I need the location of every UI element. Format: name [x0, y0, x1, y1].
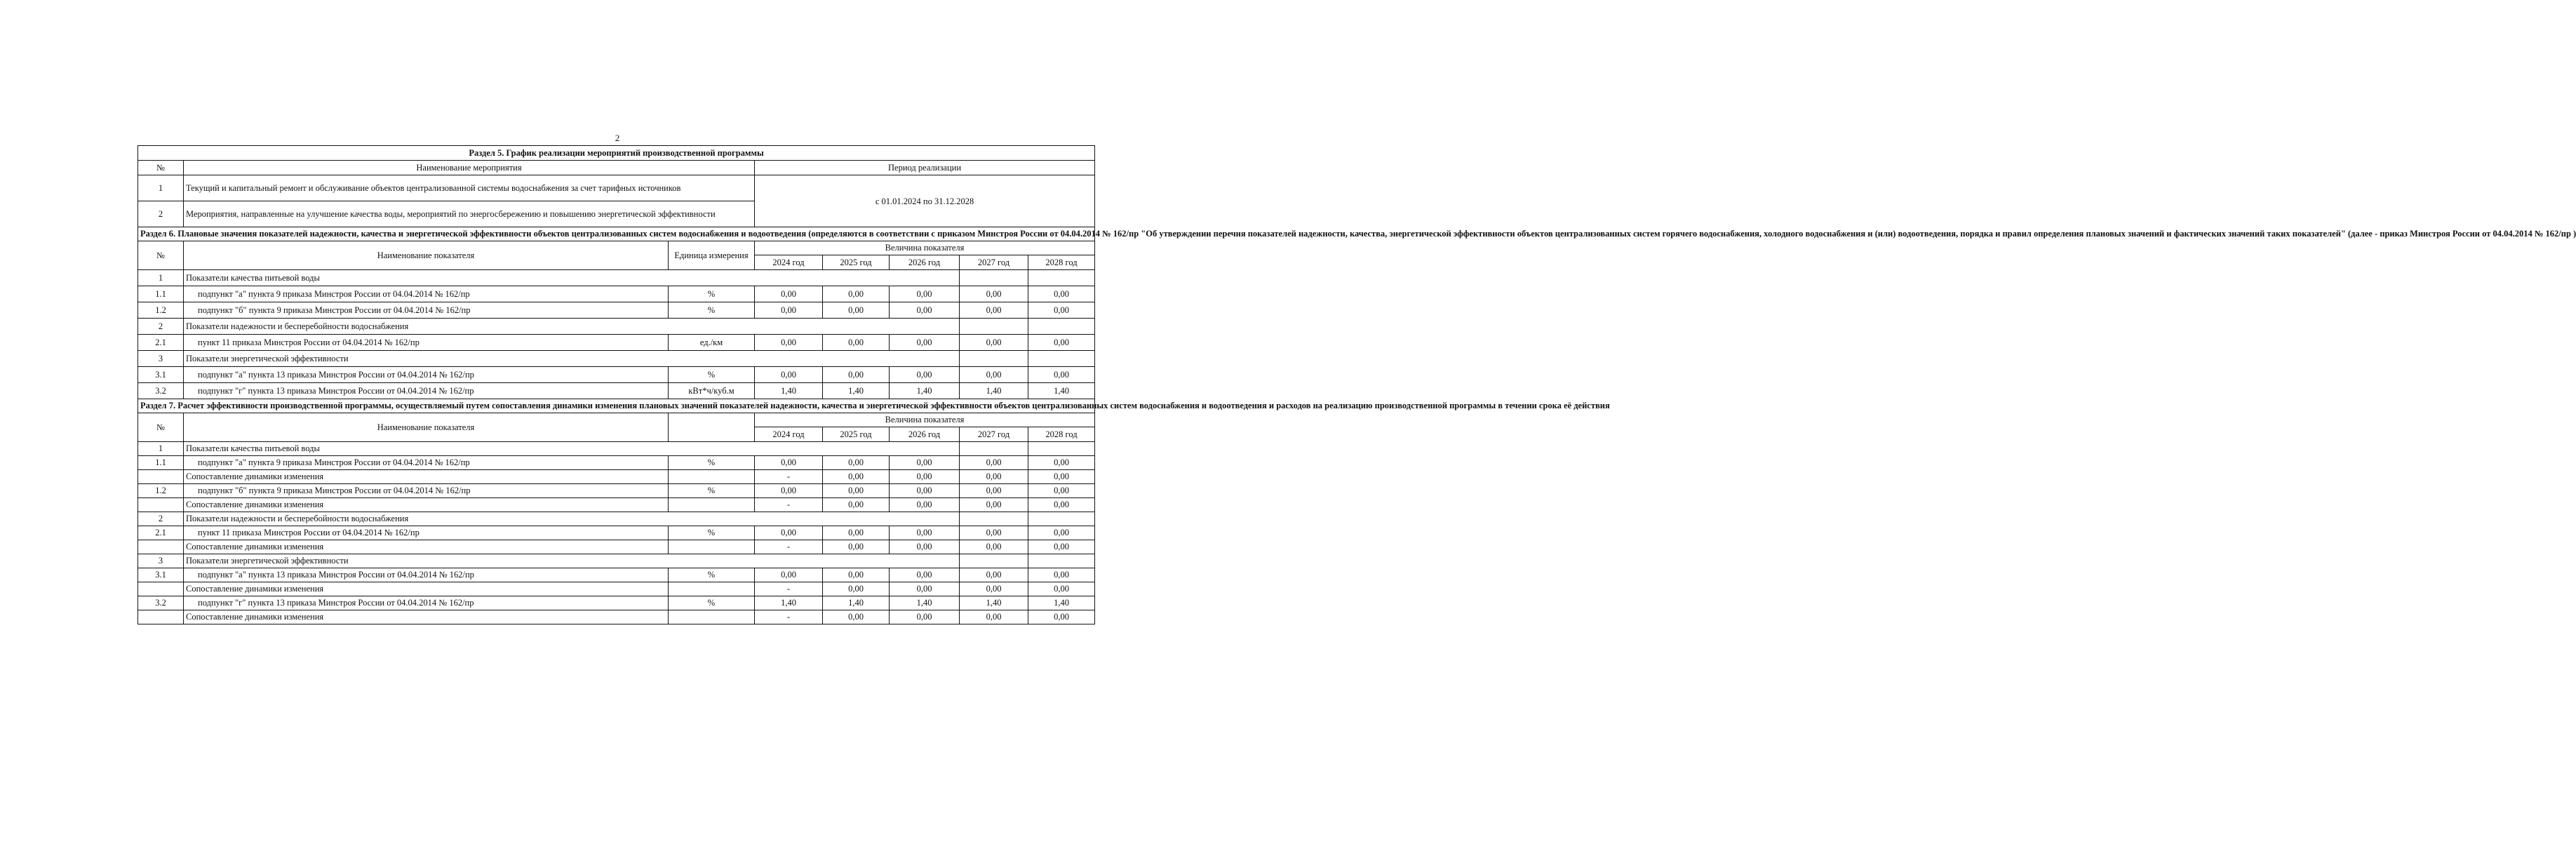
- value-cell: 0,00: [1028, 367, 1095, 383]
- col-value-header: Величина показателя: [755, 413, 1095, 427]
- unit-cell: [669, 582, 755, 596]
- unit-cell: кВт*ч/куб.м: [669, 383, 755, 399]
- col-name-header: Наименование мероприятия: [184, 161, 755, 175]
- indicator-name: подпункт "а" пункта 13 приказа Минстроя России от 04.04.2014 № 162/пр: [184, 568, 669, 582]
- section5-title-row: [138, 146, 1095, 161]
- category-name: Показатели качества питьевой воды: [184, 270, 960, 286]
- empty-cell: [960, 351, 1028, 367]
- value-cell: 0,00: [890, 582, 960, 596]
- value-cell: 0,00: [890, 456, 960, 470]
- value-cell: 0,00: [1028, 286, 1095, 302]
- row-number: 2.1: [138, 335, 184, 351]
- value-cell: 1,40: [890, 383, 960, 399]
- value-cell: 0,00: [890, 286, 960, 302]
- value-cell: 1,40: [1028, 383, 1095, 399]
- value-cell: 0,00: [960, 456, 1028, 470]
- value-cell: 0,00: [823, 610, 890, 624]
- year-header: 2027 год: [960, 427, 1028, 442]
- section6-title-row: [138, 227, 1095, 241]
- measure-name: Текущий и капитальный ремонт и обслуживание объектов централизованной системы водоснабжения за счет тарифных источников: [184, 175, 755, 201]
- value-cell: 0,00: [823, 456, 890, 470]
- value-cell: 0,00: [960, 286, 1028, 302]
- category-row: [138, 270, 1095, 286]
- unit-cell: ед./км: [669, 335, 755, 351]
- empty-cell: [1028, 442, 1095, 456]
- category-row: [138, 319, 1095, 335]
- empty-cell: [960, 512, 1028, 526]
- value-cell: 0,00: [890, 526, 960, 540]
- value-cell: 0,00: [823, 335, 890, 351]
- value-cell: 0,00: [1028, 456, 1095, 470]
- row-number: 2: [138, 512, 184, 526]
- value-cell: 1,40: [960, 596, 1028, 610]
- section7-title: Раздел 7. Расчет эффективности производственной программы, осуществляемый путем сопоставления динамики изменения плановых значений показателей надежности, качества и энергетической эффективности объектов централизованных систем водоснабжения и водоотведения и расходов на реализацию производственной программы в течении срока её действия: [138, 399, 1095, 413]
- comparison-name: Сопоставление динамики изменения: [184, 582, 669, 596]
- category-name: Показатели надежности и бесперебойности водоснабжения: [184, 512, 960, 526]
- value-cell: 0,00: [1028, 470, 1095, 484]
- value-cell: 0,00: [1028, 540, 1095, 554]
- row-number: [138, 582, 184, 596]
- value-cell: 0,00: [755, 302, 823, 319]
- value-cell: 0,00: [890, 610, 960, 624]
- indicator-name: подпункт "г" пункта 13 приказа Минстроя России от 04.04.2014 № 162/пр: [184, 596, 669, 610]
- comparison-name: Сопоставление динамики изменения: [184, 470, 669, 484]
- comparison-name: Сопоставление динамики изменения: [184, 498, 669, 512]
- section5-row: [138, 175, 1095, 201]
- value-cell: 0,00: [890, 498, 960, 512]
- row-number: 2.1: [138, 526, 184, 540]
- value-cell: 0,00: [1028, 484, 1095, 498]
- value-cell: 0,00: [755, 526, 823, 540]
- value-cell: 1,40: [823, 596, 890, 610]
- row-number: [138, 540, 184, 554]
- value-cell: 0,00: [960, 540, 1028, 554]
- row-number: 3: [138, 351, 184, 367]
- unit-cell: [669, 498, 755, 512]
- comparison-name: Сопоставление динамики изменения: [184, 540, 669, 554]
- value-cell: 1,40: [1028, 596, 1095, 610]
- table-row: [138, 335, 1095, 351]
- table-row: [138, 498, 1095, 512]
- table-row: [138, 582, 1095, 596]
- unit-cell: %: [669, 286, 755, 302]
- table-row: [138, 540, 1095, 554]
- value-cell: -: [755, 470, 823, 484]
- value-cell: 0,00: [960, 526, 1028, 540]
- row-number: 3.2: [138, 383, 184, 399]
- indicator-name: подпункт "а" пункта 13 приказа Минстроя России от 04.04.2014 № 162/пр: [184, 367, 669, 383]
- category-name: Показатели энергетической эффективности: [184, 554, 960, 568]
- unit-cell: %: [669, 596, 755, 610]
- measure-name: Мероприятия, направленные на улучшение качества воды, мероприятий по энергосбережению и повышению энергетической эффективности: [184, 201, 755, 227]
- year-header: 2028 год: [1028, 255, 1095, 270]
- empty-cell: [960, 554, 1028, 568]
- section6-title: Раздел 6. Плановые значения показателей надежности, качества и энергетической эффективности объектов централизованных систем водоснабжения и водоотведения (определяются в соответствии с приказом Минстроя России от 04.04.2014 № 162/пр "Об утверждении перечня показателей надежности, качества, энергетической эффективности объектов централизованных систем горячего водоснабжения, холодного водоснабжения и (или) водоотведения, порядка и правил определения плановых значений и фактических значений таких показателей" (далее - приказ Минстроя России от 04.04.2014 № 162/пр ): [138, 227, 1095, 241]
- value-cell: 1,40: [823, 383, 890, 399]
- row-number: 3: [138, 554, 184, 568]
- value-cell: 0,00: [823, 470, 890, 484]
- unit-cell: [669, 610, 755, 624]
- value-cell: 0,00: [823, 498, 890, 512]
- unit-cell: %: [669, 526, 755, 540]
- empty-cell: [1028, 512, 1095, 526]
- value-cell: 0,00: [890, 470, 960, 484]
- category-row: [138, 554, 1095, 568]
- value-cell: 0,00: [755, 286, 823, 302]
- year-header: 2028 год: [1028, 427, 1095, 442]
- value-cell: 0,00: [755, 456, 823, 470]
- value-cell: 0,00: [890, 302, 960, 319]
- empty-cell: [960, 442, 1028, 456]
- category-name: Показатели энергетической эффективности: [184, 351, 960, 367]
- value-cell: 0,00: [823, 302, 890, 319]
- value-cell: 0,00: [823, 582, 890, 596]
- row-number: 1.1: [138, 286, 184, 302]
- value-cell: 0,00: [1028, 568, 1095, 582]
- table-row: [138, 302, 1095, 319]
- col-period-header: Период реализации: [755, 161, 1095, 175]
- table-row: [138, 596, 1095, 610]
- unit-cell: %: [669, 302, 755, 319]
- row-number: 2: [138, 319, 184, 335]
- value-cell: 0,00: [823, 484, 890, 498]
- value-cell: 0,00: [1028, 526, 1095, 540]
- row-number: 1: [138, 442, 184, 456]
- table-row: [138, 383, 1095, 399]
- value-cell: 0,00: [890, 367, 960, 383]
- empty-cell: [1028, 270, 1095, 286]
- implementation-period: с 01.01.2024 по 31.12.2028: [755, 175, 1095, 227]
- value-cell: 0,00: [755, 335, 823, 351]
- value-cell: 1,40: [755, 383, 823, 399]
- section5-header-row: [138, 161, 1095, 175]
- category-row: [138, 442, 1095, 456]
- value-cell: 0,00: [960, 568, 1028, 582]
- document-table: [137, 145, 2576, 624]
- table-row: [138, 367, 1095, 383]
- year-header: 2025 год: [823, 255, 890, 270]
- row-number: 1.2: [138, 484, 184, 498]
- value-cell: 0,00: [755, 484, 823, 498]
- value-cell: 0,00: [755, 367, 823, 383]
- value-cell: 1,40: [890, 596, 960, 610]
- value-cell: 0,00: [1028, 582, 1095, 596]
- row-number: 3.1: [138, 568, 184, 582]
- value-cell: 0,00: [960, 498, 1028, 512]
- unit-cell: [669, 540, 755, 554]
- comparison-name: Сопоставление динамики изменения: [184, 610, 669, 624]
- value-cell: 0,00: [755, 568, 823, 582]
- value-cell: 0,00: [823, 526, 890, 540]
- empty-cell: [1028, 319, 1095, 335]
- col-unit-header: [669, 413, 755, 442]
- row-number: 1: [138, 175, 184, 201]
- value-cell: 0,00: [1028, 302, 1095, 319]
- row-number: 1.2: [138, 302, 184, 319]
- col-name-header: Наименование показателя: [184, 241, 669, 270]
- year-header: 2026 год: [890, 427, 960, 442]
- value-cell: 0,00: [823, 540, 890, 554]
- value-cell: 0,00: [1028, 498, 1095, 512]
- value-cell: 1,40: [960, 383, 1028, 399]
- value-cell: 0,00: [960, 484, 1028, 498]
- empty-cell: [960, 319, 1028, 335]
- indicator-name: подпункт "б" пункта 9 приказа Минстроя России от 04.04.2014 № 162/пр: [184, 302, 669, 319]
- row-number: 1.1: [138, 456, 184, 470]
- table-row: [138, 568, 1095, 582]
- value-cell: 0,00: [890, 540, 960, 554]
- indicator-name: подпункт "а" пункта 9 приказа Минстроя России от 04.04.2014 № 162/пр: [184, 286, 669, 302]
- category-row: [138, 351, 1095, 367]
- value-cell: 0,00: [960, 335, 1028, 351]
- row-number: 1: [138, 270, 184, 286]
- value-cell: 0,00: [823, 286, 890, 302]
- value-cell: 0,00: [890, 568, 960, 582]
- value-cell: 0,00: [960, 302, 1028, 319]
- table-row: [138, 484, 1095, 498]
- value-cell: 0,00: [960, 367, 1028, 383]
- table-row: [138, 286, 1095, 302]
- year-header: 2027 год: [960, 255, 1028, 270]
- table-row: [138, 456, 1095, 470]
- unit-cell: %: [669, 456, 755, 470]
- value-cell: -: [755, 498, 823, 512]
- year-header: 2025 год: [823, 427, 890, 442]
- value-cell: 0,00: [823, 568, 890, 582]
- table-row: [138, 610, 1095, 624]
- indicator-name: подпункт "б" пункта 9 приказа Минстроя России от 04.04.2014 № 162/пр: [184, 484, 669, 498]
- value-cell: -: [755, 540, 823, 554]
- section5-title: Раздел 5. График реализации мероприятий производственной программы: [138, 146, 1095, 161]
- col-name-header: Наименование показателя: [184, 413, 669, 442]
- unit-cell: %: [669, 484, 755, 498]
- row-number: [138, 470, 184, 484]
- unit-cell: [669, 470, 755, 484]
- indicator-name: пункт 11 приказа Минстроя России от 04.04.2014 № 162/пр: [184, 526, 669, 540]
- row-number: 2: [138, 201, 184, 227]
- table-row: [138, 526, 1095, 540]
- table-row: [138, 470, 1095, 484]
- value-cell: -: [755, 582, 823, 596]
- row-number: 3.1: [138, 367, 184, 383]
- unit-cell: %: [669, 568, 755, 582]
- row-number: 3.2: [138, 596, 184, 610]
- row-number: [138, 498, 184, 512]
- category-row: [138, 512, 1095, 526]
- col-num-header: №: [138, 161, 184, 175]
- year-header: 2024 год: [755, 255, 823, 270]
- section6-header-row: [138, 241, 1095, 255]
- year-header: 2024 год: [755, 427, 823, 442]
- empty-cell: [1028, 554, 1095, 568]
- category-name: Показатели надежности и бесперебойности водоснабжения: [184, 319, 960, 335]
- unit-cell: %: [669, 367, 755, 383]
- empty-cell: [1028, 351, 1095, 367]
- section7-title-row: [138, 399, 1095, 413]
- page-number: 2: [615, 133, 620, 143]
- value-cell: 0,00: [960, 582, 1028, 596]
- value-cell: 0,00: [960, 610, 1028, 624]
- empty-cell: [960, 270, 1028, 286]
- value-cell: -: [755, 610, 823, 624]
- indicator-name: подпункт "а" пункта 9 приказа Минстроя России от 04.04.2014 № 162/пр: [184, 456, 669, 470]
- col-value-header: Величина показателя: [755, 241, 1095, 255]
- col-num-header: №: [138, 413, 184, 442]
- value-cell: 0,00: [890, 335, 960, 351]
- value-cell: 0,00: [1028, 610, 1095, 624]
- value-cell: 0,00: [823, 367, 890, 383]
- value-cell: 1,40: [755, 596, 823, 610]
- col-num-header: №: [138, 241, 184, 270]
- value-cell: 0,00: [890, 484, 960, 498]
- value-cell: 0,00: [960, 470, 1028, 484]
- row-number: [138, 610, 184, 624]
- section7-header-row: [138, 413, 1095, 427]
- indicator-name: пункт 11 приказа Минстроя России от 04.04.2014 № 162/пр: [184, 335, 669, 351]
- value-cell: 0,00: [1028, 335, 1095, 351]
- col-unit-header: Единица измерения: [669, 241, 755, 270]
- year-header: 2026 год: [890, 255, 960, 270]
- indicator-name: подпункт "г" пункта 13 приказа Минстроя России от 04.04.2014 № 162/пр: [184, 383, 669, 399]
- category-name: Показатели качества питьевой воды: [184, 442, 960, 456]
